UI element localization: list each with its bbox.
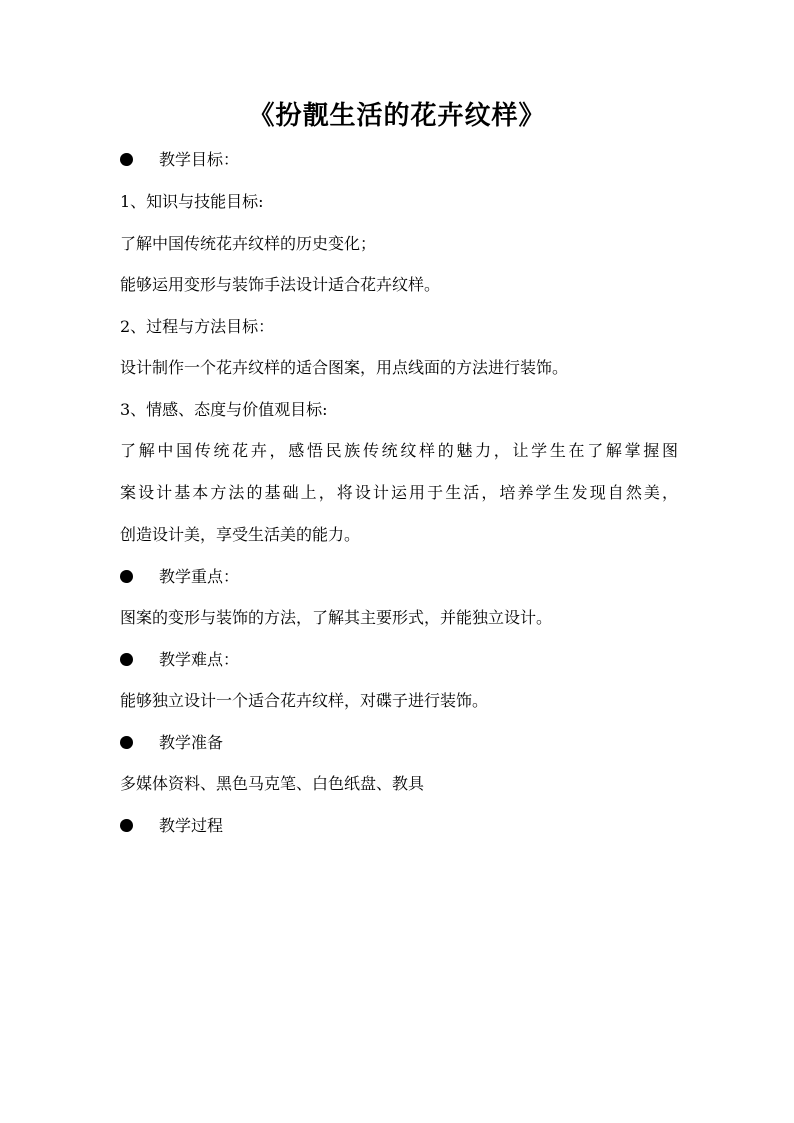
- preparation-heading-row: [120, 732, 223, 754]
- knowledge-item-2: 能够运用变形与装饰手法设计适合花卉纹样。: [120, 275, 441, 294]
- bullet-icon: [120, 153, 133, 166]
- emotion-paragraph-line-2: 案设计基本方法的基础上，将设计运用于生活，培养学生发现自然美，: [120, 483, 678, 502]
- knowledge-heading: 1、知识与技能目标:: [120, 192, 264, 211]
- knowledge-item-1: 了解中国传统花卉纹样的历史变化；: [120, 234, 377, 253]
- bullet-icon: [120, 570, 133, 583]
- process-item-1: 设计制作一个花卉纹样的适合图案，用点线面的方法进行装饰。: [120, 358, 569, 377]
- difficulty-heading: 教学难点：: [159, 650, 240, 669]
- key-points-heading: 教学重点：: [159, 567, 240, 586]
- emotion-heading: 3、情感、态度与价值观目标:: [120, 400, 328, 419]
- document-title: 《扮靓生活的花卉纹样》: [248, 101, 546, 131]
- emotion-paragraph-line-3: 创造设计美，享受生活美的能力。: [120, 525, 361, 544]
- key-points-heading-row: [120, 566, 239, 588]
- preparation-text: 多媒体资料、黑色马克笔、白色纸盘、教具: [120, 774, 425, 793]
- process-heading: 2、过程与方法目标：: [120, 317, 275, 336]
- difficulty-text: 能够独立设计一个适合花卉纹样，对碟子进行装饰。: [120, 691, 489, 710]
- objectives-heading: 教学目标：: [159, 150, 240, 169]
- bullet-icon: [120, 653, 133, 666]
- teaching-process-heading-row: [120, 815, 223, 837]
- emotion-paragraph-line-1: 了解中国传统花卉，感悟民族传统纹样的魅力，让学生在了解掌握图: [120, 441, 678, 460]
- bullet-icon: [120, 736, 133, 749]
- teaching-process-heading: 教学过程: [159, 816, 224, 835]
- objectives-heading-row: [120, 149, 239, 171]
- preparation-heading: 教学准备: [159, 733, 224, 752]
- bullet-icon: [120, 819, 133, 832]
- key-points-text: 图案的变形与装饰的方法，了解其主要形式，并能独立设计。: [120, 608, 553, 627]
- difficulty-heading-row: [120, 649, 239, 671]
